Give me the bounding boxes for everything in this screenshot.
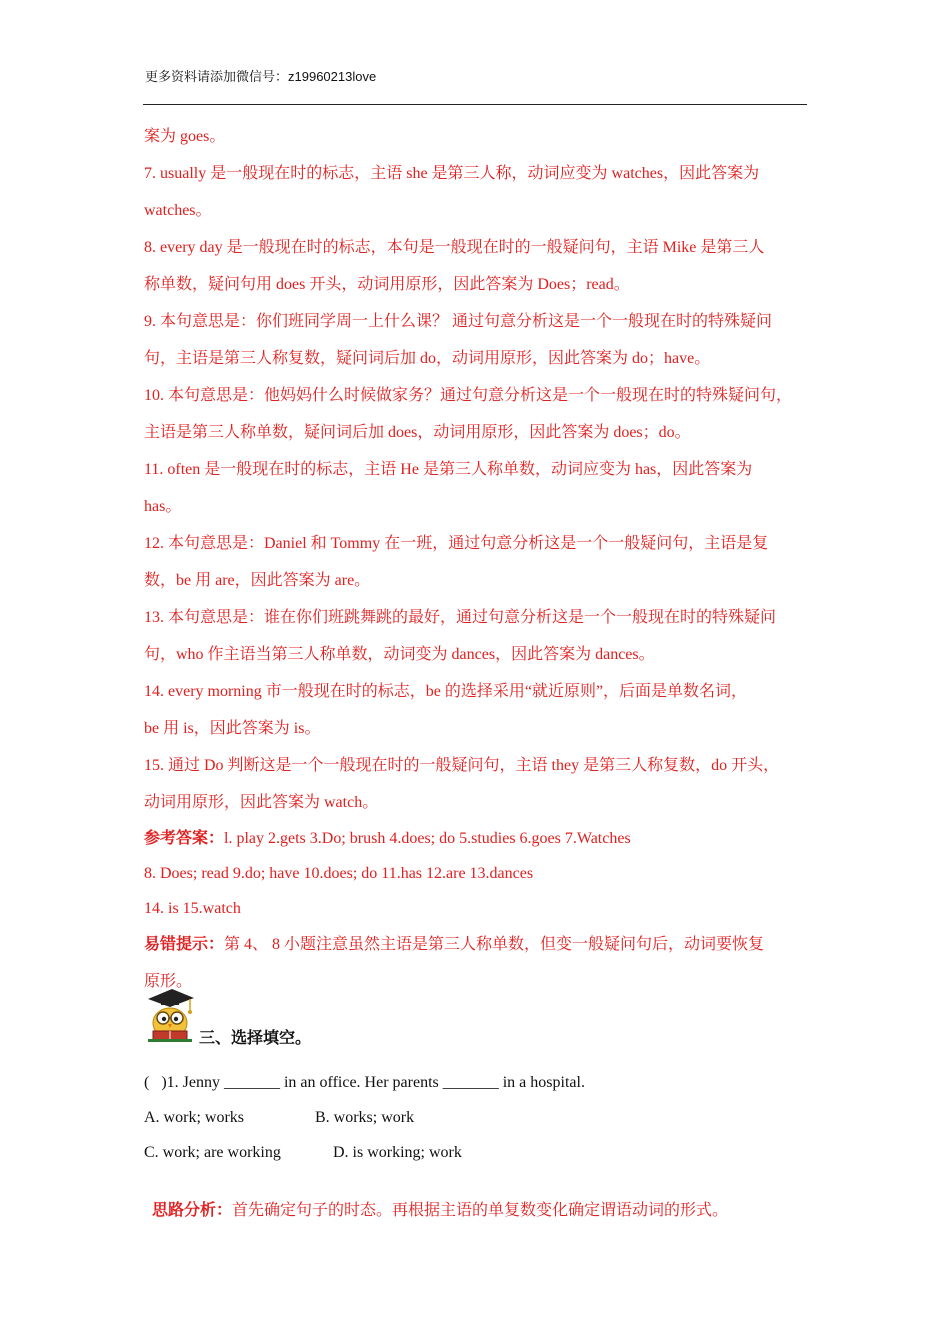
tip-line-2: 原形。 [144, 973, 193, 990]
question-stem: ( )1. Jenny _______ in an office. Her parents _______ in a hospital. [144, 1074, 585, 1091]
option-a: A. work; works [144, 1109, 244, 1126]
explanation-line: be 用 is，因此答案为 is。 [144, 720, 321, 737]
explanation-line: has。 [144, 498, 182, 515]
header-text: 更多资料请添加微信号：z19960213love [145, 69, 377, 84]
explanation-line: 14. every morning 市一般现在时的标志，be 的选择采用“就近原则”，后面是单数名词， [144, 683, 748, 700]
owl-graduate-icon [144, 985, 196, 1043]
explanation-line: 11. often 是一般现在时的标志，主语 He 是第三人称单数，动词应变为 has，因此答案为 [144, 461, 753, 478]
tip-text: 第 4、 8 小题注意虽然主语是第三人称单数，但变一般疑问句后，动词要恢复 [224, 936, 765, 953]
option-d: D. is working; work [333, 1144, 462, 1161]
analysis-line [144, 1179, 728, 1220]
tip-line-1 [144, 926, 816, 963]
header-divider [143, 104, 807, 105]
explanation-line: 数，be 用 are，因此答案为 are。 [144, 572, 371, 589]
explanation-line: 动词用原形，因此答案为 watch。 [144, 794, 379, 811]
explanation-line: 10. 本句意思是：他妈妈什么时候做家务？通过句意分析这是一个一般现在时的特殊疑问句， [144, 387, 793, 404]
answers-label: 参考答案： [144, 830, 225, 847]
answers-line-3: 14. is 15.watch [144, 900, 241, 917]
answers-text: l. play 2.gets 3.Do; brush 4.does; do 5.studies 6.goes 7.Watches [224, 830, 631, 847]
analysis-text: 首先确定句子的时态。再根据主语的单复数变化确定谓语动词的形式。 [232, 1202, 729, 1219]
tip-label: 易错提示： [144, 936, 225, 953]
explanation-line: 案为 goes。 [144, 128, 226, 145]
explanation-line: 12. 本句意思是：Daniel 和 Tommy 在一班，通过句意分析这是一个一般疑问句，主语是复 [144, 535, 769, 552]
option-c: C. work; are working [144, 1144, 281, 1161]
explanation-line: 7. usually 是一般现在时的标志，主语 she 是第三人称，动词应变为 watches，因此答案为 [144, 165, 760, 182]
section-title: 三、选择填空。 [199, 1028, 312, 1047]
explanation-line: watches。 [144, 202, 212, 219]
explanation-line: 15. 通过 Do 判断这是一个一般现在时的一般疑问句，主语 they 是第三人称复数，do 开头， [144, 757, 780, 774]
section-header [144, 985, 544, 1045]
explanation-block [144, 118, 816, 1000]
option-b: B. works; work [315, 1109, 415, 1126]
analysis-label: 思路分析： [152, 1202, 233, 1219]
explanation-line: 13. 本句意思是：谁在你们班跳舞跳的最好，通过句意分析这是一个一般现在时的特殊疑问 [144, 609, 777, 626]
explanation-line: 句，who 作主语当第三人称单数，动词变为 dances，因此答案为 dances。 [144, 646, 655, 663]
explanation-line: 9. 本句意思是：你们班同学周一上什么课？ 通过句意分析这是一个一般现在时的特殊疑问 [144, 313, 773, 330]
answers-line-2: 8. Does; read 9.do; have 10.does; do 11.has 12.are 13.dances [144, 865, 534, 882]
explanation-line: 句，主语是第三人称复数，疑问词后加 do，动词用原形，因此答案为 do；have。 [144, 350, 711, 367]
answers-line-1 [144, 821, 816, 856]
explanation-line: 称单数，疑问句用 does 开头，动词用原形，因此答案为 Does；read。 [144, 276, 630, 293]
explanation-line: 8. every day 是一般现在时的标志，本句是一般现在时的一般疑问句，主语 Mike 是第三人 [144, 239, 765, 256]
explanation-line: 主语是第三人称单数，疑问词后加 does，动词用原形，因此答案为 does；do。 [144, 424, 691, 441]
